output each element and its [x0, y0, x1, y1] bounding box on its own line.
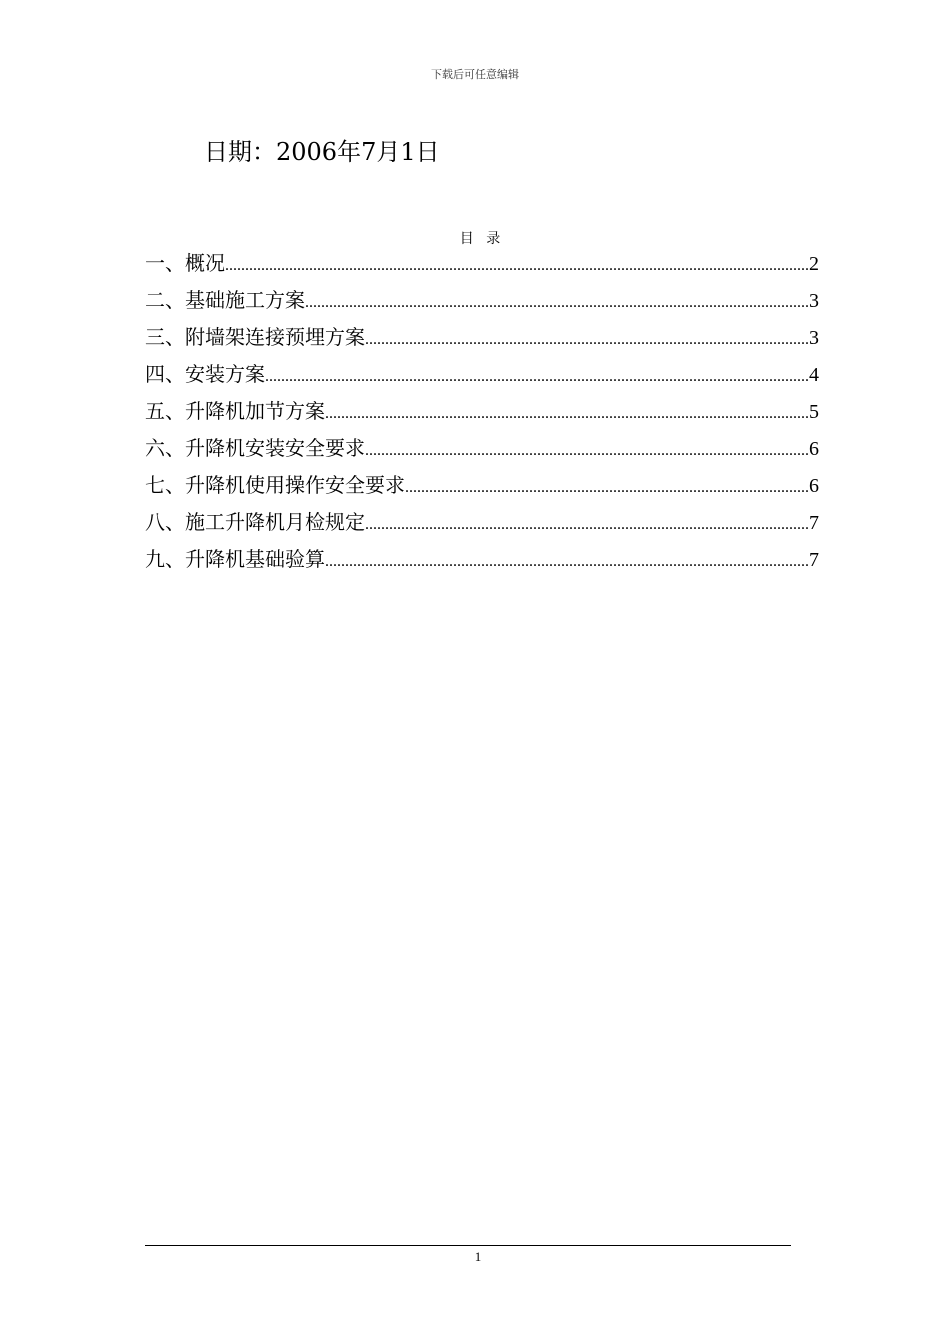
toc-entry-label: 七、升降机使用操作安全要求: [145, 473, 405, 497]
toc-dot-leader: [265, 363, 809, 391]
toc-dot-leader: [325, 548, 809, 576]
toc-entry-label: 二、基础施工方案: [145, 288, 305, 312]
toc-entry-label: 四、安装方案: [145, 362, 265, 386]
toc-entry-page: 6: [809, 475, 819, 497]
toc-dot-leader: [225, 252, 809, 280]
toc-dot-leader: [325, 400, 809, 428]
table-of-contents: [145, 249, 819, 582]
footer-divider: [145, 1245, 791, 1246]
page-header-note: 下载后可任意编辑: [431, 68, 519, 81]
toc-dot-leader: [365, 437, 809, 465]
toc-entry[interactable]: [145, 249, 819, 286]
toc-entry-page: 5: [809, 401, 819, 423]
toc-entry[interactable]: [145, 508, 819, 545]
toc-title: 目 录: [459, 231, 505, 247]
toc-entry-page: 2: [809, 253, 819, 275]
toc-entry[interactable]: [145, 323, 819, 360]
toc-entry-page: 3: [809, 290, 819, 312]
toc-entry-page: 4: [809, 364, 819, 386]
toc-entry[interactable]: [145, 286, 819, 323]
toc-entry-label: 一、概况: [145, 251, 225, 275]
toc-entry[interactable]: [145, 397, 819, 434]
toc-entry[interactable]: [145, 360, 819, 397]
toc-entry-page: 7: [809, 549, 819, 571]
toc-entry-label: 九、升降机基础验算: [145, 547, 325, 571]
page-number: 1: [474, 1249, 482, 1264]
toc-dot-leader: [365, 511, 809, 539]
toc-entry[interactable]: [145, 545, 819, 582]
toc-entry-label: 五、升降机加节方案: [145, 399, 325, 423]
toc-entry-label: 八、施工升降机月检规定: [145, 510, 365, 534]
toc-entry-label: 六、升降机安装安全要求: [145, 436, 365, 460]
toc-entry-label: 三、附墙架连接预埋方案: [145, 325, 365, 349]
toc-entry-page: 6: [809, 438, 819, 460]
toc-entry-page: 7: [809, 512, 819, 534]
toc-dot-leader: [405, 474, 809, 502]
toc-entry[interactable]: [145, 471, 819, 508]
toc-dot-leader: [305, 289, 809, 317]
document-date: 日期：2006年7月1日: [204, 138, 440, 166]
toc-entry-page: 3: [809, 327, 819, 349]
toc-entry[interactable]: [145, 434, 819, 471]
toc-dot-leader: [365, 326, 809, 354]
